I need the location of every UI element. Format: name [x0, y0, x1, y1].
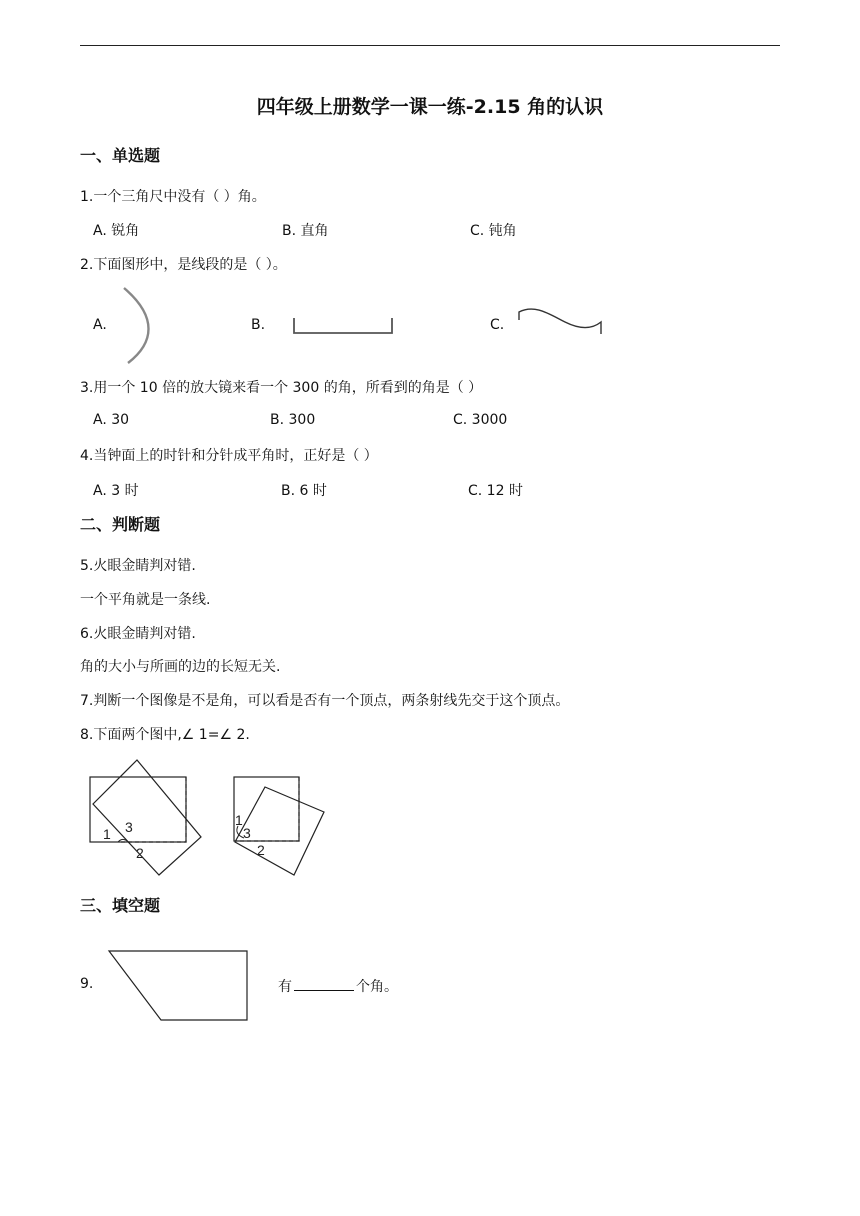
q8-right-label-3: 3: [243, 825, 251, 841]
question-7: 7.判断一个图像是不是角，可以看是否有一个顶点，两条射线先交于这个顶点。: [80, 693, 570, 709]
q1-option-a[interactable]: A. 锐角: [93, 223, 140, 239]
q4-option-c[interactable]: C. 12 时: [468, 483, 523, 499]
question-6: 6.火眼金睛判对错.: [80, 626, 196, 642]
q2-figure-c-wave: [515, 304, 610, 338]
q8-figure-right: [228, 770, 333, 880]
question-2: 2.下面图形中，是线段的是（ ）。: [80, 257, 287, 273]
question-9-text: [278, 976, 398, 996]
question-5: 5.火眼金睛判对错.: [80, 558, 196, 574]
q4-option-b[interactable]: B. 6 时: [281, 483, 327, 499]
q4-option-a[interactable]: A. 3 时: [93, 483, 139, 499]
question-1: 1.一个三角尺中没有（ ）角。: [80, 189, 266, 205]
q9-trapezoid-figure: [105, 948, 255, 1026]
q1-option-b[interactable]: B. 直角: [282, 223, 329, 239]
question-8: 8.下面两个图中,∠ 1=∠ 2.: [80, 727, 250, 743]
q3-option-b[interactable]: B. 300: [270, 412, 316, 428]
question-3: 3.用一个 10 倍的放大镜来看一个 300 的角，所看到的角是（ ）: [80, 380, 483, 396]
q8-left-label-3: 3: [125, 819, 133, 835]
q9-text-after: 个角。: [356, 979, 398, 995]
page-title: 四年级上册数学一课一练-2.15 角的认识: [256, 96, 604, 118]
q2-figure-a-curve: [118, 285, 158, 367]
q8-left-label-2: 2: [136, 845, 144, 861]
q2-figure-b-bracket: [290, 314, 400, 338]
q9-answer-blank[interactable]: [294, 976, 354, 991]
q8-right-label-1: 1: [235, 812, 243, 828]
question-6-statement: 角的大小与所画的边的长短无关.: [80, 659, 281, 675]
section-heading-fill-blank: 三、填空题: [80, 896, 161, 915]
q3-option-c[interactable]: C. 3000: [453, 412, 508, 428]
q2-option-a[interactable]: A.: [93, 317, 107, 333]
q8-figure-left: [85, 755, 210, 880]
q1-option-c[interactable]: C. 钝角: [470, 223, 517, 239]
q2-option-b[interactable]: B.: [251, 317, 266, 333]
q8-right-label-2: 2: [257, 842, 265, 858]
question-5-statement: 一个平角就是一条线.: [80, 592, 211, 608]
question-4: 4.当钟面上的时针和分针成平角时，正好是（ ）: [80, 448, 378, 464]
section-heading-single-choice: 一、单选题: [80, 146, 161, 165]
q2-option-c[interactable]: C.: [490, 317, 505, 333]
q3-option-a[interactable]: A. 30: [93, 412, 130, 428]
header-rule: [80, 45, 780, 46]
q8-left-label-1: 1: [103, 826, 111, 842]
section-heading-true-false: 二、判断题: [80, 515, 161, 534]
question-9-number: 9.: [80, 976, 94, 992]
q9-text-before: 有: [278, 979, 292, 995]
